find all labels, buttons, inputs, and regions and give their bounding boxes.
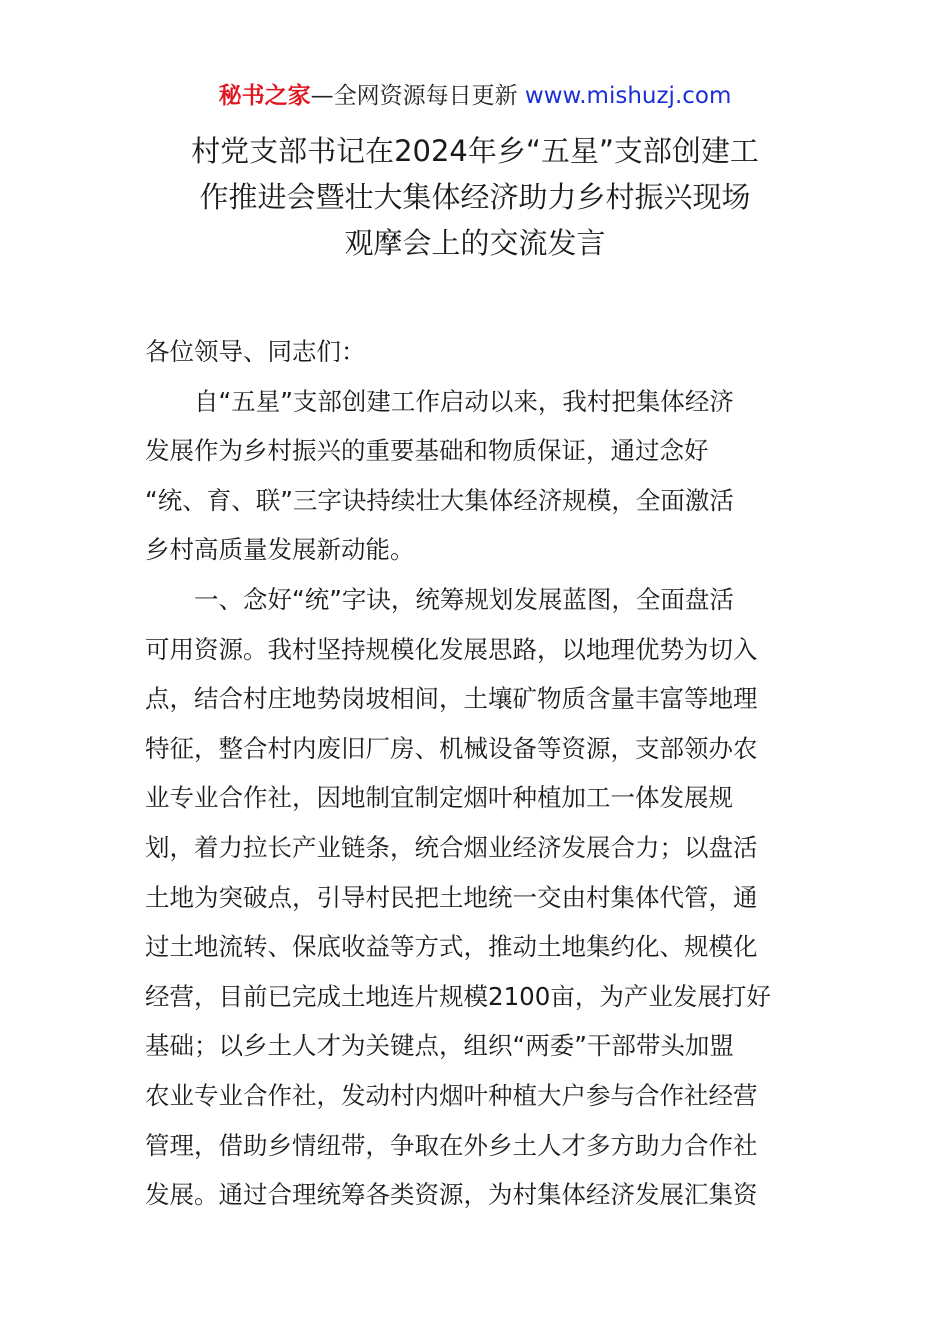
title-line: 村党支部书记在2024年乡“五星”支部创建工 (191, 134, 759, 168)
title-line: 作推进会暨壮大集体经济助力乡村振兴现场 (199, 180, 751, 214)
document-body (145, 327, 815, 1220)
body-line: 点，结合村庄地势岗坡相间，土壤矿物质含量丰富等地理 (145, 684, 758, 714)
body-line: 过土地流转、保底收益等方式，推动土地集约化、规模化 (145, 932, 758, 962)
brand-name: 秘书之家 (218, 83, 311, 109)
body-line: 划，着力拉长产业链条，统合烟业经济发展合力；以盘活 (145, 832, 758, 862)
body-line: 土地为突破点，引导村民把土地统一交由村集体代管，通 (145, 882, 758, 912)
salutation: 各位领导、同志们： (145, 337, 366, 366)
document-title (120, 128, 830, 266)
title-line: 观摩会上的交流发言 (344, 226, 606, 260)
body-line: “统、育、联”三字诀持续壮大集体经济规模，全面激活 (145, 485, 734, 515)
body-line: 基础；以乡土人才为关键点，组织“两委”干部带头加盟 (145, 1031, 734, 1061)
header-url-link[interactable]: www.mishuzj.com (524, 83, 732, 109)
body-line: 发展。通过合理统筹各类资源，为村集体经济发展汇集资 (145, 1180, 758, 1210)
body-line: 一、念好“统”字诀，统筹规划发展蓝图，全面盘活 (194, 584, 734, 614)
body-line: 特征，整合村内废旧厂房、机械设备等资源，支部领办农 (145, 733, 758, 763)
body-line: 自“五星”支部创建工作启动以来，我村把集体经济 (194, 386, 734, 416)
body-line: 农业专业合作社，发动村内烟叶种植大户参与合作社经营 (145, 1080, 758, 1110)
body-line: 发展作为乡村振兴的重要基础和物质保证，通过念好 (145, 436, 709, 466)
body-line: 经营，目前已完成土地连片规模2100亩，为产业发展打好 (145, 981, 771, 1011)
body-line: 乡村高质量发展新动能。 (145, 535, 415, 565)
body-line: 管理，借助乡情纽带，争取在外乡土人才多方助力合作社 (145, 1130, 758, 1160)
body-line: 可用资源。我村坚持规模化发展思路，以地理优势为切入 (145, 634, 758, 664)
header-tagline: —全网资源每日更新 (310, 83, 525, 109)
site-header (0, 80, 950, 112)
body-line: 业专业合作社，因地制宜制定烟叶种植加工一体发展规 (145, 783, 733, 813)
